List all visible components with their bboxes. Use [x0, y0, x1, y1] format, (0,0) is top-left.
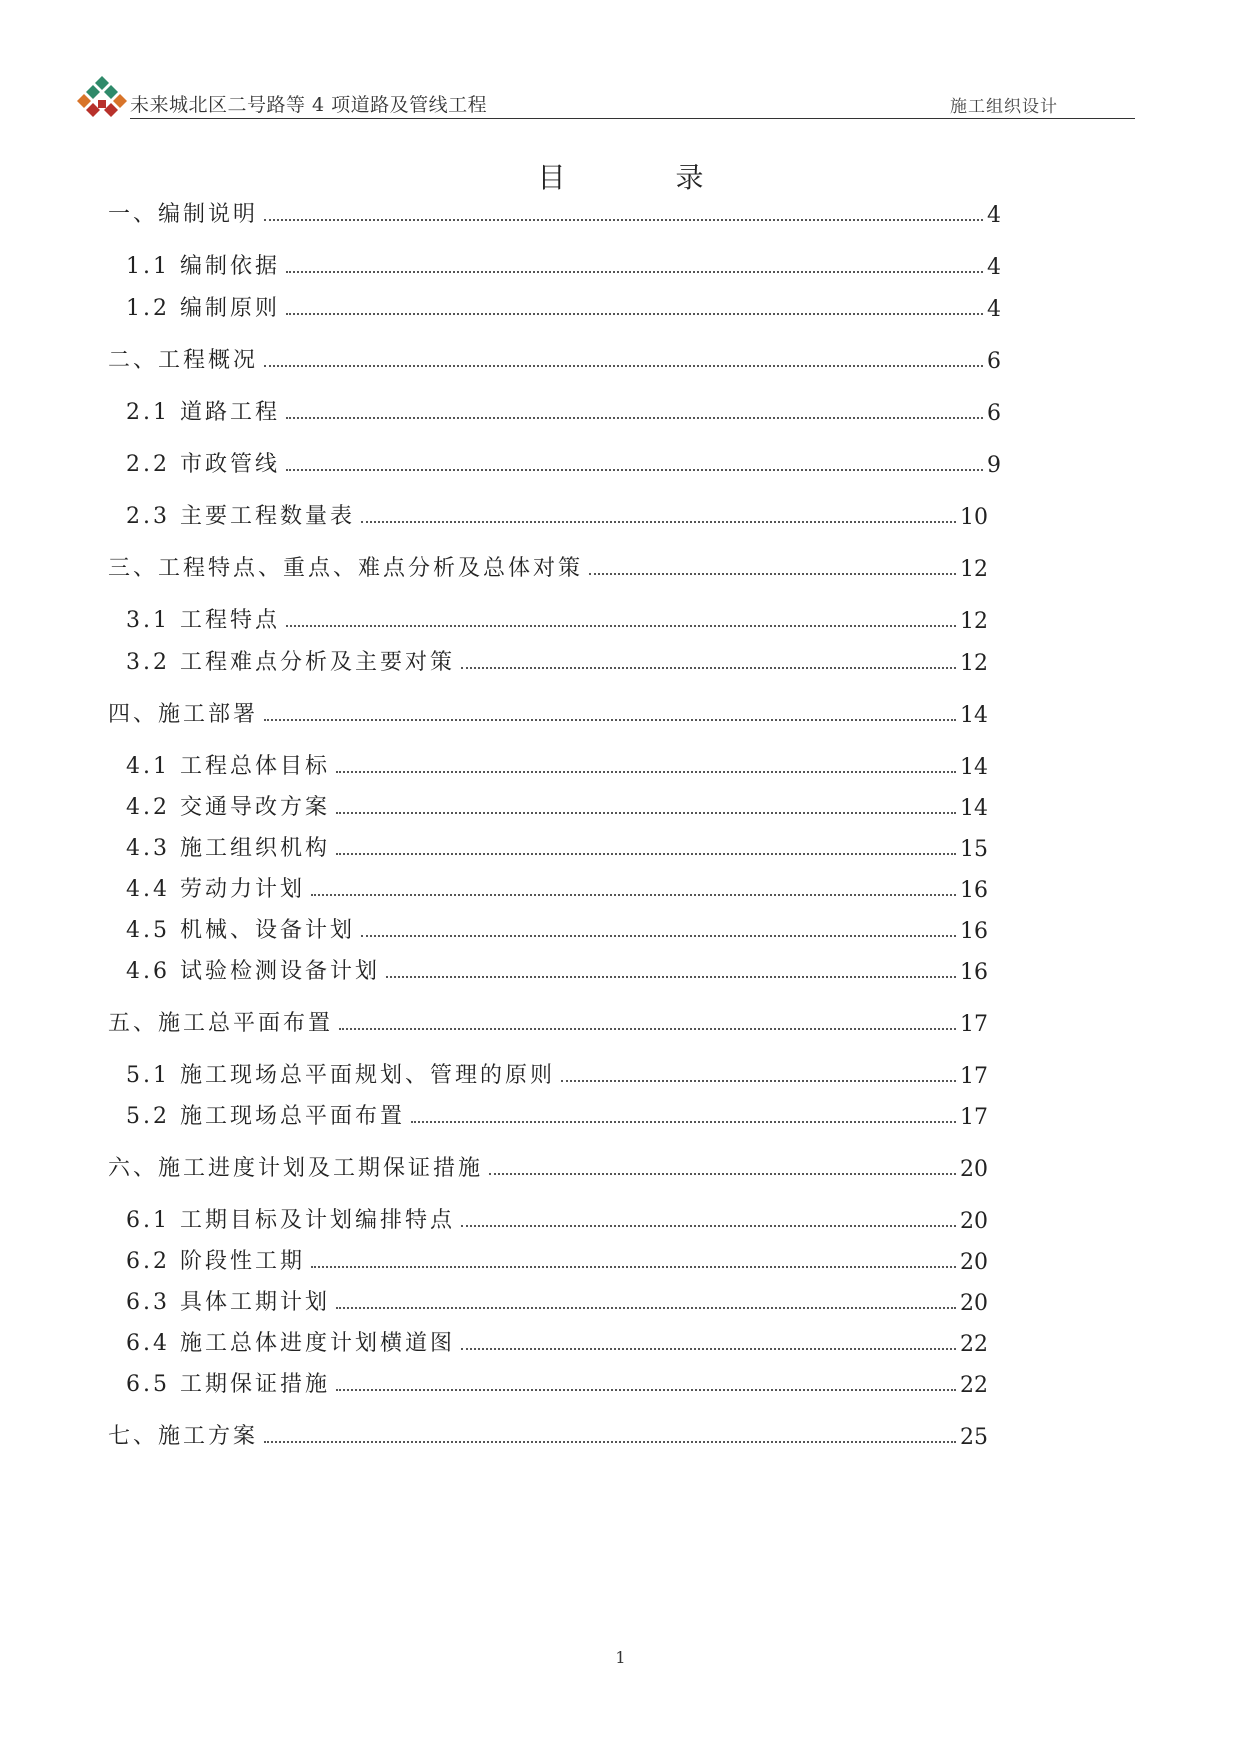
toc-entry-page-number: 20: [960, 1291, 988, 1316]
toc-entry-label: 4.5 机械、设备计划: [126, 918, 355, 943]
toc-entry[interactable]: [126, 248, 1001, 280]
toc-entry-page-number: 20: [960, 1250, 988, 1275]
toc-entry[interactable]: [126, 789, 988, 821]
toc-dot-leader: [411, 1121, 956, 1123]
toc-entry-label: 七、施工方案: [108, 1424, 259, 1449]
toc-dot-leader: [336, 853, 956, 855]
toc-entry-label: 6.5 工期保证措施: [126, 1372, 330, 1397]
toc-entry-page-number: 14: [960, 796, 988, 821]
toc-entry[interactable]: [126, 644, 988, 676]
toc-entry-page-number: 16: [960, 960, 988, 985]
toc-entry-label: 2.1 道路工程: [126, 400, 280, 425]
toc-entry-page-number: 4: [987, 297, 1001, 322]
toc-entry-label: 2.3 主要工程数量表: [126, 504, 355, 529]
toc-entry[interactable]: [108, 1418, 988, 1450]
toc-entry-page-number: 16: [960, 919, 988, 944]
toc-entry-page-number: 17: [960, 1012, 988, 1037]
toc-dot-leader: [286, 469, 983, 471]
toc-entry-label: 4.2 交通导改方案: [126, 795, 330, 820]
toc-entry[interactable]: [126, 446, 1001, 478]
toc-entry[interactable]: [108, 1150, 988, 1182]
toc-entry[interactable]: [126, 953, 988, 985]
toc-entry-label: 三、工程特点、重点、难点分析及总体对策: [108, 556, 584, 581]
toc-entry-page-number: 20: [960, 1209, 988, 1234]
toc-dot-leader: [264, 719, 956, 721]
toc-entry[interactable]: [108, 342, 1001, 374]
project-title: 未来城北区二号路等 4 项道路及管线工程: [130, 94, 488, 116]
toc-entry-page-number: 9: [987, 453, 1001, 478]
toc-entry-label: 6.3 具体工期计划: [126, 1290, 330, 1315]
toc-dot-leader: [361, 935, 956, 937]
toc-entry-label: 6.2 阶段性工期: [126, 1249, 305, 1274]
toc-entry[interactable]: [126, 748, 988, 780]
toc-entry-label: 五、施工总平面布置: [108, 1011, 334, 1036]
toc-entry-label: 四、施工部署: [108, 702, 259, 727]
toc-dot-leader: [561, 1080, 956, 1082]
toc-entry-label: 4.1 工程总体目标: [126, 754, 330, 779]
toc-dot-leader: [489, 1173, 956, 1175]
toc-dot-leader: [311, 894, 956, 896]
toc-entry-label: 5.1 施工现场总平面规划、管理的原则: [126, 1063, 555, 1088]
toc-entry[interactable]: [108, 196, 1001, 228]
toc-entry-page-number: 22: [960, 1373, 988, 1398]
toc-dot-leader: [461, 1348, 956, 1350]
toc-dot-leader: [386, 976, 956, 978]
toc-entry-label: 3.2 工程难点分析及主要对策: [126, 650, 455, 675]
toc-entry-page-number: 6: [987, 349, 1001, 374]
toc-dot-leader: [286, 313, 983, 315]
toc-entry-label: 4.6 试验检测设备计划: [126, 959, 380, 984]
toc-dot-leader: [336, 812, 956, 814]
toc-dot-leader: [339, 1028, 956, 1030]
toc-entry[interactable]: [126, 602, 988, 634]
toc-entry-label: 2.2 市政管线: [126, 452, 280, 477]
toc-entry[interactable]: [126, 1243, 988, 1275]
toc-dot-leader: [589, 573, 956, 575]
toc-entry-page-number: 17: [960, 1105, 988, 1130]
toc-dot-leader: [286, 417, 983, 419]
toc-entry-page-number: 25: [960, 1425, 988, 1450]
toc-dot-leader: [336, 771, 956, 773]
toc-entry[interactable]: [108, 550, 988, 582]
toc-entry[interactable]: [126, 830, 988, 862]
toc-entry-page-number: 10: [960, 505, 988, 530]
toc-entry[interactable]: [126, 1325, 988, 1357]
toc-dot-leader: [264, 365, 983, 367]
toc-entry[interactable]: [126, 1098, 988, 1130]
toc-entry-label: 1.2 编制原则: [126, 296, 280, 321]
toc-dot-leader: [286, 625, 956, 627]
toc-entry-page-number: 17: [960, 1064, 988, 1089]
toc-dot-leader: [461, 667, 956, 669]
toc-entry-label: 3.1 工程特点: [126, 608, 280, 633]
toc-entry-page-number: 15: [960, 837, 988, 862]
toc-dot-leader: [461, 1225, 956, 1227]
toc-entry-label: 4.4 劳动力计划: [126, 877, 305, 902]
toc-entry-label: 一、编制说明: [108, 202, 259, 227]
toc-entry[interactable]: [126, 1202, 988, 1234]
toc-entry-page-number: 12: [960, 609, 988, 634]
toc-entry-page-number: 20: [960, 1157, 988, 1182]
toc-entry-page-number: 16: [960, 878, 988, 903]
toc-entry-label: 6.4 施工总体进度计划横道图: [126, 1331, 455, 1356]
toc-entry[interactable]: [126, 912, 988, 944]
toc-entry[interactable]: [126, 290, 1001, 322]
document-type: 施工组织设计: [950, 97, 1058, 117]
toc-entry[interactable]: [126, 498, 988, 530]
page-number: 1: [615, 1648, 626, 1667]
toc-heading-char-2: 录: [675, 161, 704, 194]
toc-entry-page-number: 12: [960, 557, 988, 582]
toc-entry-page-number: 14: [960, 755, 988, 780]
toc-entry[interactable]: [126, 1057, 988, 1089]
toc-entry-page-number: 12: [960, 651, 988, 676]
toc-entry-page-number: 14: [960, 703, 988, 728]
toc-dot-leader: [361, 521, 956, 523]
toc-dot-leader: [336, 1307, 956, 1309]
toc-entry-label: 二、工程概况: [108, 348, 259, 373]
toc-heading-char-1: 目: [537, 161, 566, 194]
toc-entry-page-number: 22: [960, 1332, 988, 1357]
toc-dot-leader: [311, 1266, 956, 1268]
toc-dot-leader: [264, 219, 983, 221]
toc-entry-label: 4.3 施工组织机构: [126, 836, 330, 861]
toc-entry-label: 6.1 工期目标及计划编排特点: [126, 1208, 455, 1233]
toc-entry[interactable]: [126, 1366, 988, 1398]
toc-dot-leader: [336, 1389, 956, 1391]
toc-entry-label: 1.1 编制依据: [126, 254, 280, 279]
toc-entry[interactable]: [126, 394, 1001, 426]
toc-entry-label: 5.2 施工现场总平面布置: [126, 1104, 405, 1129]
toc-entry[interactable]: [108, 1005, 988, 1037]
toc-entry-page-number: 4: [987, 203, 1001, 228]
toc-dot-leader: [286, 271, 983, 273]
toc-entry-page-number: 4: [987, 255, 1001, 280]
toc-entry[interactable]: [126, 871, 988, 903]
toc-entry-page-number: 6: [987, 401, 1001, 426]
toc-entry[interactable]: [108, 696, 988, 728]
toc-dot-leader: [264, 1441, 956, 1443]
toc-entry[interactable]: [126, 1284, 988, 1316]
toc-entry-label: 六、施工进度计划及工期保证措施: [108, 1156, 484, 1181]
